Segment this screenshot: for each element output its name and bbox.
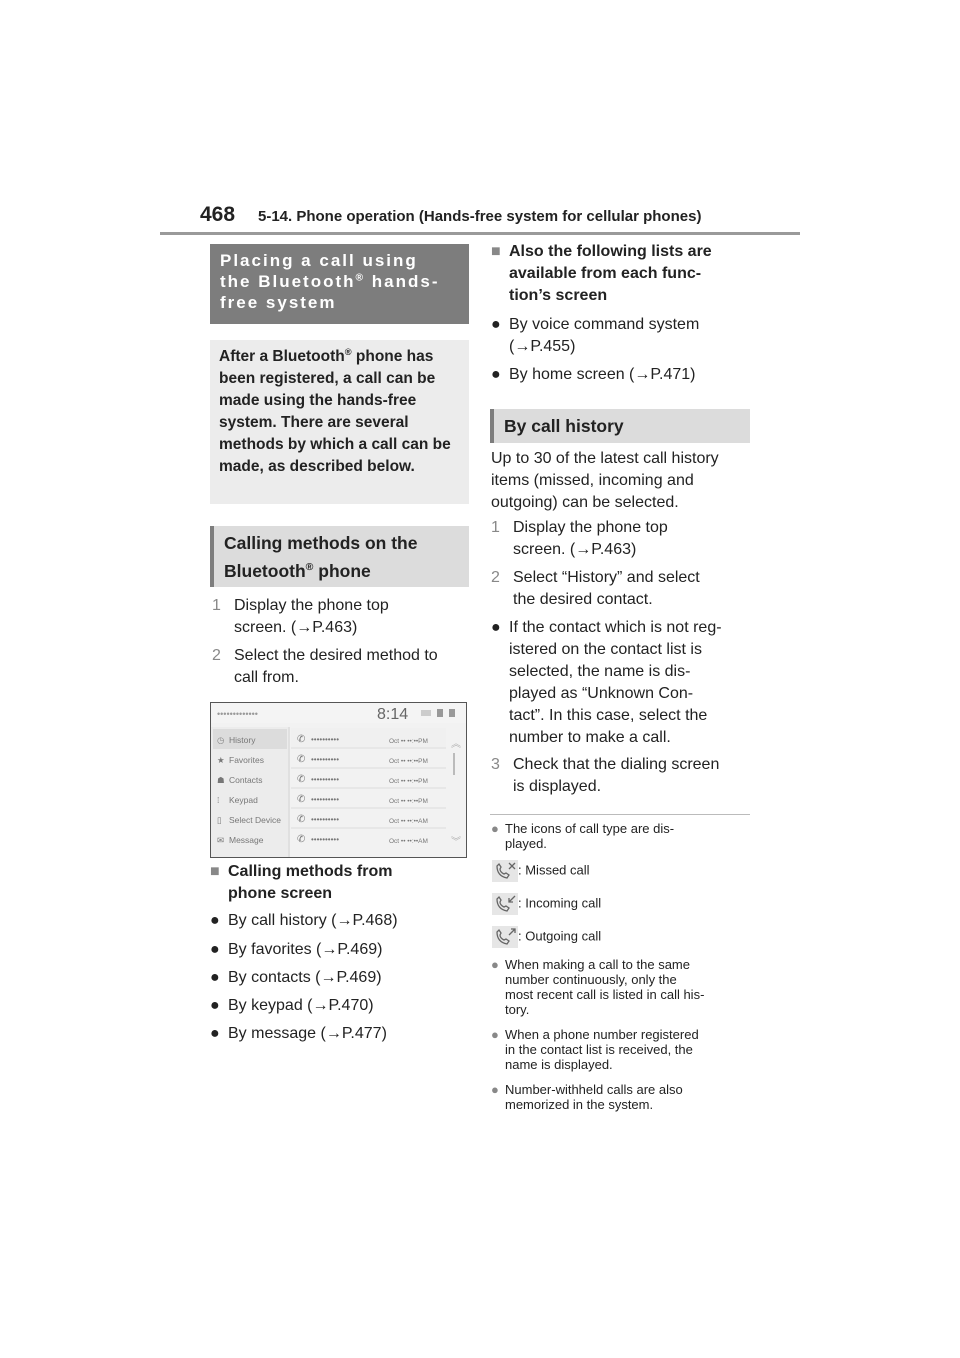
step-2: 2 Select the desired method to call from.: [212, 647, 438, 686]
menu-history: History: [229, 735, 256, 745]
svg-text:✉: ✉: [217, 835, 225, 845]
call-row-date-6: Oct •• ••:••AM: [389, 838, 428, 845]
notes-divider: [490, 814, 750, 815]
main-heading: [210, 244, 469, 324]
phone-screen-heading: ■ Calling methods from phone screen: [210, 863, 393, 902]
svg-text:⁞: ⁞: [217, 795, 220, 805]
bullet-favorites: ● By favorites (→P.469): [210, 941, 383, 958]
svg-text:✆: ✆: [297, 814, 306, 825]
incoming-call-icon: [492, 893, 518, 915]
call-row-number-1: ••••••••••: [311, 735, 340, 744]
call-row-number-6: ••••••••••: [311, 835, 340, 844]
call-row-date-3: Oct •• ••:••PM: [389, 778, 428, 785]
legend-outgoing-call: : Outgoing call: [492, 926, 601, 948]
svg-text:✆: ✆: [297, 774, 306, 785]
menu-contacts: Contacts: [229, 775, 263, 785]
svg-text:✆: ✆: [297, 794, 306, 805]
note-withheld: ● Number-withheld calls are also memorized in the system.: [491, 1082, 683, 1112]
svg-text:✆: ✆: [297, 734, 306, 745]
bullet-call-history: ● By call history (→P.468): [210, 912, 398, 929]
call-row-date-4: Oct •• ••:••PM: [389, 798, 428, 805]
phone-screen-svg: [211, 703, 466, 857]
main-heading-line3: free system: [220, 293, 337, 312]
step-1: 1 Display the phone top screen. (→P.463): [212, 597, 389, 636]
menu-favorites: Favorites: [229, 755, 264, 765]
header-divider: [160, 232, 800, 235]
svg-text:︽: ︽: [451, 739, 461, 750]
section-title: 5-14. Phone operation (Hands-free system for cellular phones): [258, 208, 702, 225]
bullet-message: ● By message (→P.477): [210, 1025, 387, 1042]
call-row-number-4: ••••••••••: [311, 795, 340, 804]
note-icons: ● The icons of call type are dis- played.: [491, 821, 675, 851]
svg-text:☗: ☗: [217, 775, 225, 785]
outgoing-call-icon: [492, 926, 518, 948]
call-row-number-2: ••••••••••: [311, 755, 340, 764]
page-number: 468: [200, 203, 236, 226]
phone-screen-illustration: [210, 702, 467, 858]
main-heading-line2: the Bluetooth® hands-: [220, 272, 440, 291]
legend-incoming-call: : Incoming call: [492, 893, 601, 915]
bullet-contacts: ● By contacts (→P.469): [210, 969, 382, 986]
note-same-number: ● When making a call to the same number continuously, only the most recent call is listed in call his- tory.: [491, 957, 705, 1017]
call-row-number-3: ••••••••••: [311, 775, 340, 784]
svg-text:★: ★: [217, 755, 225, 765]
bullet-keypad: ● By keypad (→P.470): [210, 997, 374, 1014]
menu-keypad: Keypad: [229, 795, 258, 805]
history-step-1: 1 Display the phone top screen. (→P.463): [491, 519, 668, 558]
svg-text:︾: ︾: [451, 837, 461, 848]
bullet-unknown-contact: ● If the contact which is not reg- istered on the contact list is selected, the name is dis- played as “Unknown Con- tact”. In this case, select the number to make a call.: [491, 619, 722, 746]
svg-text:✆: ✆: [297, 834, 306, 845]
sub-heading-bluetooth-phone: Calling methods on the Bluetooth® phone: [210, 526, 469, 587]
svg-text:◷: ◷: [217, 735, 225, 745]
menu-select-device: Select Device: [229, 815, 281, 825]
call-row-number-5: ••••••••••: [311, 815, 340, 824]
menu-message: Message: [229, 835, 264, 845]
missed-call-icon: [492, 860, 518, 882]
screen-time: 8:14: [377, 706, 409, 723]
screen-dots: •••••••••••••: [217, 709, 258, 719]
call-row-date-2: Oct •• ••:••PM: [389, 758, 428, 765]
history-step-3: 3 Check that the dialing screen is displayed.: [491, 756, 720, 795]
lists-heading: ■ Also the following lists are available from each func- tion’s screen: [491, 243, 712, 304]
history-heading: By call history: [490, 409, 750, 443]
history-intro: Up to 30 of the latest call history items (missed, incoming and outgoing) can be selected.: [491, 450, 719, 511]
history-step-2: 2 Select “History” and select the desired contact.: [491, 569, 700, 608]
legend-missed-call: : Missed call: [492, 860, 590, 882]
intro-box: After a Bluetooth® phone has been registered, a call can be made using the hands-free system. There are several methods by which a call can be made, as described below.: [210, 340, 469, 504]
note-registered-number: ● When a phone number registered in the contact list is received, the name is displayed.: [491, 1027, 699, 1072]
bullet-voice-command: ● By voice command system (→P.455): [491, 316, 700, 355]
main-heading-line1: Placing a call using: [220, 251, 418, 270]
call-row-date-1: Oct •• ••:••PM: [389, 738, 428, 745]
svg-text:✆: ✆: [297, 754, 306, 765]
call-row-date-5: Oct •• ••:••AM: [389, 818, 428, 825]
svg-text:▯: ▯: [217, 815, 222, 825]
bullet-home-screen: ● By home screen (→P.471): [491, 366, 696, 383]
